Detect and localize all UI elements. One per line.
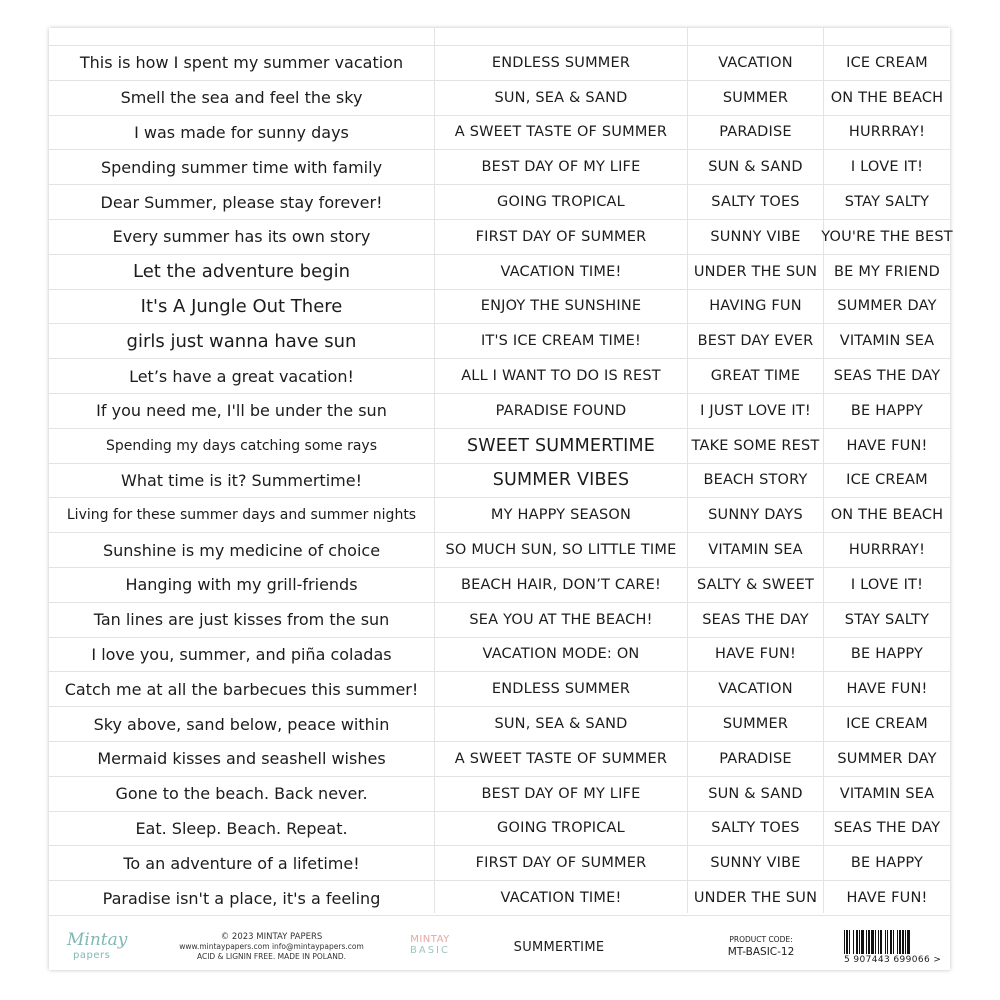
label-sticker: SUMMER DAY [837,298,937,315]
caption-sticker: ENDLESS SUMMER [491,54,631,71]
phrase-sticker: Hanging with my grill-friends [125,575,358,595]
sticker-row [49,497,950,532]
phrase-sticker: girls just wanna have sun [126,330,357,352]
sticker-row [49,671,950,706]
label-sticker: ON THE BEACH [830,507,944,524]
paper-note: ACID & LIGNIN FREE. MADE IN POLAND. [196,952,346,961]
word-sticker: SUNNY VIBE [710,228,801,245]
caption-sticker: FIRST DAY OF SUMMER [475,855,647,872]
collection-name: SUMMERTIME [513,940,605,955]
sticker-row [49,219,953,254]
logo-wordmark: Mintay [67,930,128,950]
word-sticker: UNDER THE SUN [693,263,818,280]
sticker-grid [49,28,953,913]
label-sticker: HURRRAY! [848,542,926,559]
phrase-sticker: Catch me at all the barbecues this summer! [64,679,419,699]
caption-sticker: PARADISE FOUND [495,402,627,419]
barcode-bar [853,930,854,954]
phrase-sticker: To an adventure of a lifetime! [123,853,360,873]
word-sticker: SUNNY DAYS [708,507,803,524]
barcode-bar [878,930,879,954]
caption-sticker: GOING TROPICAL [497,194,625,211]
label-sticker: I LOVE IT! [850,159,924,176]
caption-sticker: FIRST DAY OF SUMMER [475,228,647,245]
word-sticker: VITAMIN SEA [708,542,803,559]
barcode-bar [899,930,901,954]
sticker-row [49,393,950,428]
barcode-bar [844,930,845,954]
sticker-row [49,149,950,184]
word-sticker: UNDER THE SUN [693,890,818,907]
label-sticker: HAVE FUN! [846,681,928,698]
barcode-bar [856,930,858,954]
label-sticker: BE HAPPY [850,402,924,419]
caption-sticker: SUMMER VIBES [492,470,630,491]
caption-sticker: BEST DAY OF MY LIFE [481,785,641,802]
sticker-row [49,811,950,846]
word-sticker: PARADISE [719,750,792,767]
label-sticker: ICE CREAM [846,54,928,71]
word-sticker: SEAS THE DAY [702,611,809,628]
label-sticker: SEAS THE DAY [833,820,941,837]
phrase-sticker: Tan lines are just kisses from the sun [93,610,390,630]
word-sticker: SUN & SAND [708,785,803,802]
word-sticker: I JUST LOVE IT! [700,402,811,419]
phrase-sticker: Sunshine is my medicine of choice [102,540,381,560]
word-sticker: SUNNY VIBE [710,855,801,872]
product-code-label: PRODUCT CODE: [729,935,793,944]
label-sticker: SUMMER DAY [837,750,937,767]
sticker-row [49,80,950,115]
barcode [844,930,940,968]
word-sticker: SUN & SAND [708,159,803,176]
barcode-bar [885,930,886,954]
barcode-bar [861,930,864,954]
sticker-row [49,254,950,289]
caption-sticker: GOING TROPICAL [497,820,625,837]
word-sticker: PARADISE [719,124,792,141]
sticker-sheet [49,28,953,970]
copyright-text: © 2023 MINTAY PAPERS [220,932,323,942]
contact-text: www.mintaypapers.com info@mintaypapers.com [179,942,364,951]
barcode-bar [880,930,882,954]
caption-sticker: ALL I WANT TO DO IS REST [461,368,661,385]
barcode-bar [887,930,888,954]
label-sticker: BE HAPPY [850,646,924,663]
caption-sticker: ENDLESS SUMMER [491,681,631,698]
sticker-row [49,741,950,776]
caption-sticker: A SWEET TASTE OF SUMMER [454,124,668,141]
barcode-bar [897,930,898,954]
publisher-credits [179,932,364,962]
sticker-row [49,567,950,602]
caption-sticker: A SWEET TASTE OF SUMMER [454,750,668,767]
phrase-sticker: Paradise isn't a place, it's a feeling [102,888,381,908]
label-sticker: VITAMIN SEA [839,333,935,350]
product-code: MT-BASIC-12 [727,946,795,958]
phrase-sticker: It's A Jungle Out There [140,295,343,317]
word-sticker: BEST DAY EVER [697,333,814,350]
barcode-bars [844,930,940,954]
caption-sticker: ENJOY THE SUNSHINE [480,298,642,315]
label-sticker: BE MY FRIEND [834,263,940,280]
word-sticker: HAVING FUN [709,298,802,315]
series-brand [395,934,465,956]
caption-sticker: MY HAPPY SEASON [490,507,632,524]
grid-bottom-line [49,915,950,916]
sticker-row [49,845,950,880]
label-sticker: I LOVE IT! [850,576,924,593]
caption-sticker: BEST DAY OF MY LIFE [481,159,641,176]
phrase-sticker: Eat. Sleep. Beach. Repeat. [135,818,348,838]
mintay-logo [59,928,129,968]
label-sticker: YOU'RE THE BEST [821,228,953,245]
barcode-bar [866,930,867,954]
sticker-row [49,45,950,80]
label-sticker: ICE CREAM [846,472,928,489]
sticker-row [49,706,950,741]
barcode-bar [849,930,850,954]
phrase-sticker: If you need me, I'll be under the sun [96,401,387,421]
label-sticker: SEAS THE DAY [833,368,941,385]
brand-line-1: MINTAY [410,934,450,945]
label-sticker: HAVE FUN! [846,437,928,454]
phrase-sticker: Sky above, sand below, peace within [93,714,390,734]
label-sticker: STAY SALTY [844,194,930,211]
caption-sticker: VACATION TIME! [500,890,622,907]
caption-sticker: SWEET SUMMERTIME [466,435,656,456]
phrase-sticker: Dear Summer, please stay forever! [100,192,383,212]
word-sticker: SALTY TOES [711,194,800,211]
sticker-row [49,602,950,637]
phrase-sticker: What time is it? Summertime! [121,470,362,490]
phrase-sticker: I love you, summer, and piña coladas [91,644,392,664]
sheet-footer [49,926,950,970]
caption-sticker: SEA YOU AT THE BEACH! [469,611,653,628]
sticker-row [49,289,950,324]
label-sticker: ON THE BEACH [830,89,944,106]
word-sticker: HAVE FUN! [715,646,796,663]
label-sticker: VITAMIN SEA [839,785,935,802]
caption-sticker: BEACH HAIR, DON’T CARE! [461,576,661,593]
word-sticker: VACATION [718,681,793,698]
sticker-row [49,776,950,811]
sticker-row [49,428,950,463]
word-sticker: SUMMER [722,89,789,106]
phrase-sticker: Living for these summer days and summer nights [66,507,417,524]
sticker-row [49,532,950,567]
word-sticker: SALTY & SWEET [696,576,815,593]
barcode-bar [846,930,848,954]
phrase-sticker: Mermaid kisses and seashell wishes [97,749,386,769]
barcode-bar [905,930,906,954]
sticker-row [49,184,950,219]
phrase-sticker: Spending summer time with family [100,157,383,177]
word-sticker: SALTY TOES [711,820,800,837]
phrase-sticker: Every summer has its own story [112,227,371,247]
phrase-sticker: This is how I spent my summer vacation [79,53,404,73]
sticker-row [49,880,950,915]
label-sticker: HURRRAY! [848,124,926,141]
barcode-bar [868,930,870,954]
sticker-row [49,323,950,358]
word-sticker: GREAT TIME [710,368,801,385]
caption-sticker: SO MUCH SUN, SO LITTLE TIME [445,542,677,559]
phrase-sticker: Let’s have a great vacation! [129,366,354,386]
barcode-number: 5 907443 699066 > [844,955,942,965]
word-sticker: VACATION [718,54,793,71]
phrase-sticker: Let the adventure begin [132,261,351,283]
barcode-bar [871,930,874,954]
word-sticker: BEACH STORY [703,472,808,489]
label-sticker: ICE CREAM [846,716,928,733]
label-sticker: STAY SALTY [844,611,930,628]
label-sticker: HAVE FUN! [846,890,928,907]
barcode-bar [907,930,910,954]
sticker-row [49,358,950,393]
caption-sticker: SUN, SEA & SAND [494,716,628,733]
sticker-row [49,637,950,672]
caption-sticker: SUN, SEA & SAND [494,89,628,106]
barcode-bar [875,930,876,954]
phrase-sticker: Spending my days catching some rays [105,437,378,454]
caption-sticker: VACATION MODE: ON [482,646,640,663]
word-sticker: SUMMER [722,716,789,733]
phrase-sticker: Smell the sea and feel the sky [120,88,363,108]
sticker-row [49,115,950,150]
barcode-bar [893,930,894,954]
caption-sticker: VACATION TIME! [500,263,622,280]
logo-subtitle: papers [73,950,111,961]
phrase-sticker: Gone to the beach. Back never. [115,784,368,804]
word-sticker: TAKE SOME REST [691,437,820,454]
barcode-bar [890,930,892,954]
barcode-bar [859,930,860,954]
caption-sticker: IT'S ICE CREAM TIME! [480,333,642,350]
brand-line-2: BASIC [410,945,450,956]
barcode-bar [902,930,904,954]
product-info [711,934,811,958]
label-sticker: BE HAPPY [850,855,924,872]
phrase-sticker: I was made for sunny days [134,122,349,142]
sticker-row [49,463,950,498]
